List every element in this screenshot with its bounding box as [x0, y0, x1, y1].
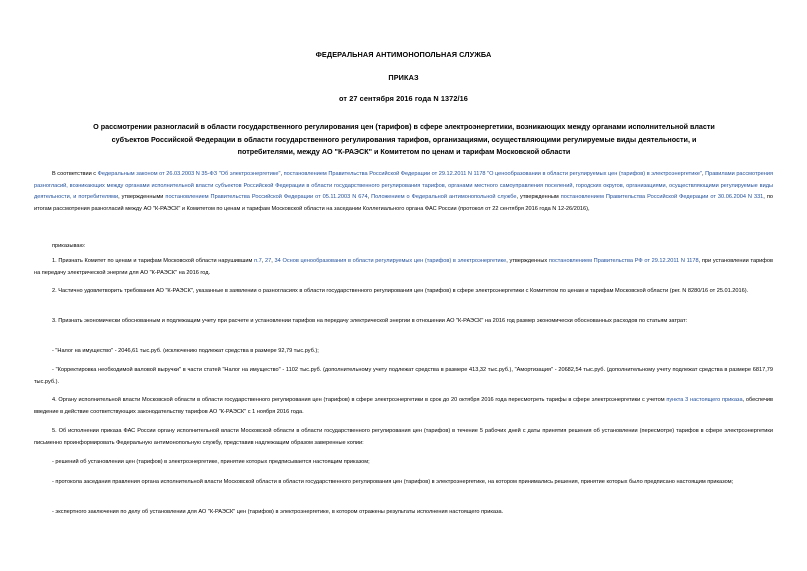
- link-pricing-basics[interactable]: Основ ценообразования в области регулируемых цен (тарифов) в электроэнергетике: [282, 258, 507, 264]
- preamble-paragraph: [34, 169, 773, 215]
- orders-line: приказываю:: [52, 243, 86, 249]
- text: ,: [280, 171, 284, 177]
- item-3: 3. Признать экономически обоснованным и подлежащим учету при расчете и установлении тарифов на передачу электрической энергии в отношении АО "К-РАЭСК" на 2016 год размер экономически обоснованных расходов по статьям затрат:: [52, 318, 688, 324]
- link-rules-disagreements[interactable]: Правилами рассмотрения разногласий, возникающих между органами исполнительной власти субъектов Российской Федерации в области государственного регулирования тарифов, органами местного самоуправления поселений, городских округов, организациями, осуществляющими регулируемые виды деятельности, и потребителями: [34, 171, 773, 200]
- text: , по итогам рассмотрения разногласий между АО "К-РАЭСК" и Комитетом по ценам и тарифам Московской области на заседании Коллегиального органа ФАС России (протокол от 22 сентября 2016 года N 12-26/2016),: [34, 194, 773, 212]
- item-5-decisions: - решений об установлении цен (тарифов) в электроэнергетике, принятие которых предписывается настоящим приказом;: [52, 459, 370, 465]
- item-5-protocol: - протокола заседания правления органа исполнительной власти Московской области в области государственного регулирования цен (тарифов) в электроэнергетике, на котором принимались решения, принятие которых было предписано настоящим приказом;: [52, 479, 734, 485]
- text: В соответствии с: [52, 171, 98, 177]
- item-3-property-tax: - "Налог на имущество" - 2046,61 тыс.руб. (исключению подлежат средства в размере 92,79 тыс.руб.);: [52, 348, 319, 354]
- item-2: 2. Частично удовлетворить требования АО "К-РАЭСК", указанные в заявлении о разногласиях в области государственного регулирования цен (тарифов) в сфере электроэнергетики с Комитетом по ценам и тарифам Московской области (рег. N 8280/16 от 25.01.2016).: [52, 288, 749, 294]
- date-number-heading: от 27 сентября 2016 года N 1372/16: [339, 94, 468, 103]
- text: , утвержденным: [516, 194, 561, 200]
- agency-heading: ФЕДЕРАЛЬНАЯ АНТИМОНОПОЛЬНАЯ СЛУЖБА: [315, 50, 492, 59]
- item-4: [34, 395, 773, 418]
- text: 4. Органу исполнительной власти Московской области в области государственного регулирования цен (тарифов) в сфере электроэнергетики в срок до 20 октября 2016 года пересмотреть тарифы в сфере электроэнергетики с учетом: [52, 397, 667, 403]
- link-resolution-331[interactable]: постановлением Правительства Российской Федерации от 30.06.2004 N 331: [560, 194, 764, 200]
- link-p27[interactable]: 27: [265, 258, 272, 264]
- link-federal-law[interactable]: Федеральным законом от 26.03.2003 N 35-ФЗ "Об электроэнергетике": [97, 171, 281, 177]
- text: ,: [367, 194, 372, 200]
- text: ,: [271, 258, 275, 264]
- link-item-3[interactable]: пункта 3 настоящего приказа: [666, 397, 743, 403]
- link-p34[interactable]: 34: [274, 258, 281, 264]
- text: , утвержденными: [118, 194, 166, 200]
- link-p7[interactable]: п.7: [254, 258, 262, 264]
- doc-type-heading: ПРИКАЗ: [388, 73, 419, 82]
- link-resolution-1178[interactable]: постановлением Правительства Российской Федерации от 29.12.2011 N 1178 "О ценообразовании в области регулируемых цен (тарифов) в электроэнергетике": [283, 171, 702, 177]
- text: , при установлении тарифов на передачу электрической энергии для АО "К-РАЭСК" на 2016 год.: [34, 258, 773, 276]
- item-5-expert-conclusion: - экспертного заключения по делу об установлении для АО "К-РАЭСК" цен (тарифов) в электроэнергетике, в котором отражены результаты исполнения настоящего приказа.: [52, 509, 504, 515]
- item-1: [34, 256, 773, 279]
- item-3-revenue-correction: - "Корректировка необходимой валовой выручки" в части статей "Налог на имущество" - 1102 тыс.руб. (дополнительному учету подлежат средства в размере 413,32 тыс.руб.), "Амортизация" - 20682,54 тыс.руб. (дополнительному учету подлежат средства в размере 6817,79 тыс.руб.).: [34, 367, 773, 385]
- link-resolution-674[interactable]: постановлением Правительства Российской Федерации от 05.11.2003 N 674: [165, 194, 368, 200]
- text: ,: [701, 171, 706, 177]
- item-5: 5. Об исполнении приказа ФАС России органу исполнительной власти Московской области в области государственного регулирования цен (тарифов) в течение 5 рабочих дней с даты принятия решения об установлении (пересмотре) тарифов в сфере электроэнергетики письменно проинформировать Федеральную антимонопольную службу, представив надлежащим образом заверенные копии:: [34, 428, 773, 446]
- document-title: О рассмотрении разногласий в области государственного регулирования цен (тарифов) в сфере электроэнергетики, возникающих между органами исполнительной власти субъектов Российской Федерации в области государственного регулирования тарифов, организациями, осуществляющими регулируемые виды деятельности, и потребителями, между АО "К-РАЭСК" и Комитетом по ценам и тарифам Московской области: [93, 122, 715, 156]
- text: 1. Признать Комитет по ценам и тарифам Московской области нарушившим: [52, 258, 255, 264]
- link-resolution-rf-1178[interactable]: постановлением Правительства РФ от 29.12.2011 N 1178: [548, 258, 699, 264]
- link-fas-regulation[interactable]: Положением о Федеральной антимонопольной службе: [371, 194, 517, 200]
- text: , обеспечив введение в действие соответствующих законодательству тарифов АО "К-РАЭСК" с 1 ноября 2016 года.: [34, 397, 774, 415]
- text: ,: [261, 258, 266, 264]
- text: , утвержденных: [506, 258, 549, 264]
